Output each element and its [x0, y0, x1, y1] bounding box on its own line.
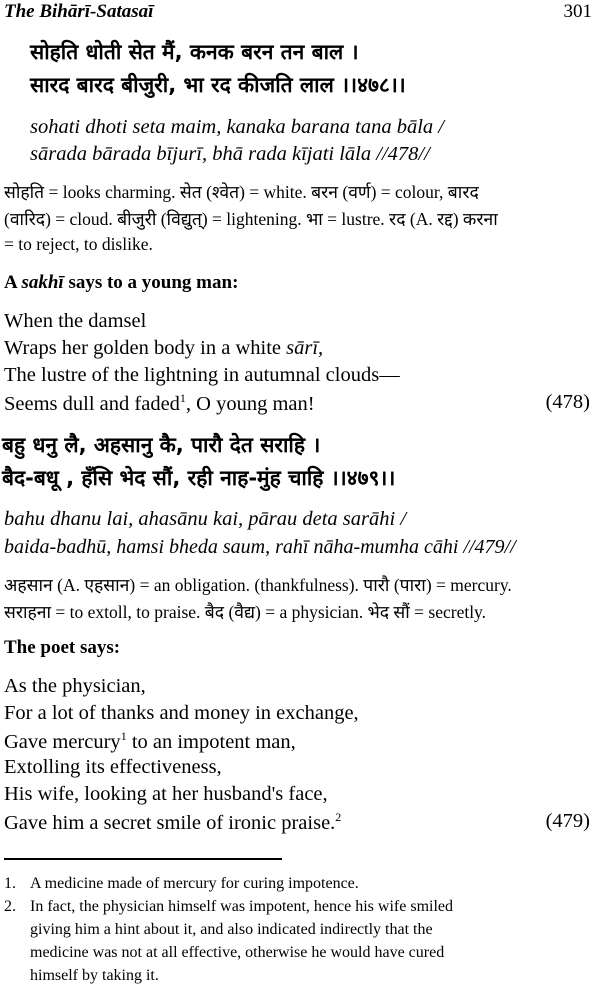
- running-title: The Bihārī-Satasaī: [4, 1, 154, 22]
- verse-478-heading: A sakhī says to a young man:: [4, 272, 239, 293]
- verse-479-translation-line-3: Gave mercury$^1$ to an impotent man,: [4, 729, 296, 753]
- footnote-2-line-3: medicine was not at all effective, otherwise he would have cured: [30, 944, 445, 961]
- verse-479-translit-line-2: baida-badhū, hamsi bheda saum, rahī nāha-mumha cāhi //479//: [4, 536, 516, 558]
- verse-478-translation-line-4: Seems dull and faded$^1$, O young man!: [4, 391, 315, 415]
- verse-479-translation-line-2: For a lot of thanks and money in exchange,: [4, 702, 359, 724]
- verse-478-hindi-line-2: सारद बारद बीजुरी, भा रद कीजति लाल ।।४७८।।: [30, 73, 406, 97]
- verse-478-translation-line-1: When the damsel: [4, 310, 147, 332]
- footnote-2-line-2: giving him a hint about it, and also indicated indirectly that the: [30, 921, 433, 938]
- footnote-2-number: 2.: [4, 898, 16, 915]
- page-number: 301: [563, 1, 592, 22]
- verse-479-hindi-line-2: बैद-बधू , हँसि भेद सौं, रही नाह-मुंह चाहि ।।४७९।।: [2, 466, 396, 490]
- verse-478-gloss-line-2: (वारिद) = cloud. बीजुरी (विद्युत्) = lightening. भा = lustre. रद (A. रद्द) करना: [4, 209, 498, 229]
- verse-479-translation-line-1: As the physician,: [4, 675, 146, 697]
- verse-478-gloss-line-3: = to reject, to dislike.: [4, 234, 153, 254]
- verse-478-number: (478): [545, 391, 590, 413]
- verse-479-translation-line-4: Extolling its effectiveness,: [4, 756, 222, 778]
- verse-479-number: (479): [545, 810, 590, 832]
- verse-478-translation-line-2: Wraps her golden body in a white sārī,: [4, 337, 324, 359]
- verse-479-translation-line-5: His wife, looking at her husband's face,: [4, 783, 328, 805]
- verse-478-translation-line-3: The lustre of the lightning in autumnal clouds—: [4, 364, 400, 386]
- verse-479-gloss-line-2: सराहना = to extoll, to praise. बैद (वैद्य) = a physician. भेद सौं = secretly.: [4, 602, 487, 622]
- footnote-1-text: A medicine made of mercury for curing impotence.: [30, 875, 359, 892]
- footnote-1-number: 1.: [4, 875, 16, 892]
- verse-479-heading: The poet says:: [4, 637, 121, 658]
- verse-478-translit-line-1: sohati dhoti seta maim, kanaka barana tana bāla /: [30, 116, 444, 138]
- footnote-2-line-4: himself by taking it.: [30, 967, 159, 984]
- footnote-divider: [4, 858, 282, 860]
- verse-479-translit-line-1: bahu dhanu lai, ahasānu kai, pārau deta sarāhi /: [4, 508, 407, 530]
- verse-478-gloss-line-1: सोहति = looks charming. सेत (श्वेत) = white. बरन (वर्ण) = colour, बारद: [4, 182, 479, 202]
- verse-479-translation-line-6: Gave him a secret smile of ironic praise.$^2$: [4, 810, 342, 834]
- verse-479-gloss-line-1: अहसान (A. एहसान) = an obligation. (thankfulness). पारौ (पारा) = mercury.: [4, 575, 512, 595]
- verse-478-hindi-line-1: सोहति धोती सेत मैं, कनक बरन तन बाल ।: [30, 40, 359, 64]
- footnote-2-line-1: In fact, the physician himself was impotent, hence his wife smiled: [30, 898, 453, 915]
- verse-478-translit-line-2: sārada bārada bījurī, bhā rada kījati lāla //478//: [30, 143, 430, 165]
- verse-479-hindi-line-1: बहु धनु लै, अहसानु कै, पारौ देत सराहि ।: [2, 433, 321, 457]
